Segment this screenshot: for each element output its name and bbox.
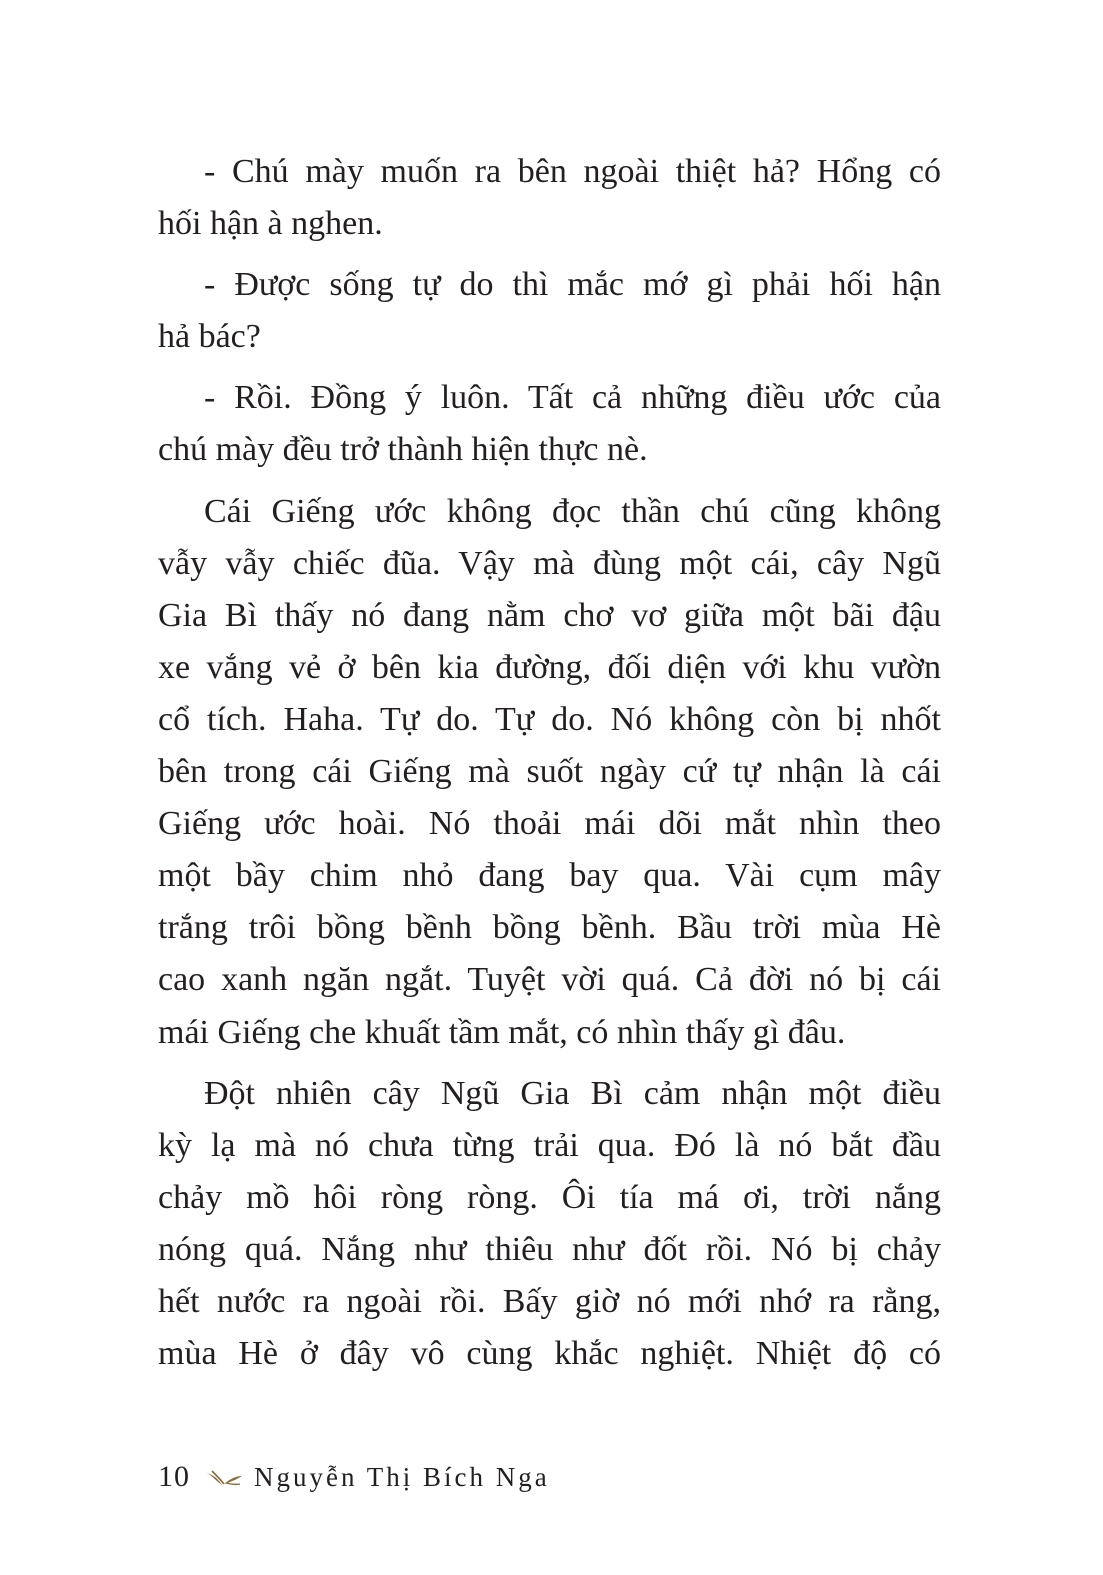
text-line: Đột nhiên cây Ngũ Gia Bì cảm nhận một điều: [204, 1074, 941, 1112]
page-footer: [158, 1455, 550, 1499]
paragraph-gap: [158, 363, 941, 372]
text-line: hả bác?: [158, 318, 261, 356]
text-line: vẫy vẫy chiếc đũa. Vậy mà đùng một cái, cây Ngũ: [158, 544, 941, 582]
text-line: - Được sống tự do thì mắc mớ gì phải hối hận: [204, 266, 941, 304]
leaf-ornament-icon: [204, 1465, 244, 1489]
text-line: mái Giếng che khuất tầm mắt, có nhìn thấy gì đâu.: [158, 1013, 846, 1051]
text-line: nóng quá. Nắng như thiêu như đốt rồi. Nó bị chảy: [158, 1230, 941, 1268]
page-body: [158, 146, 941, 1380]
text-line: một bầy chim nhỏ đang bay qua. Vài cụm mây: [158, 857, 941, 895]
text-line: bên trong cái Giếng mà suốt ngày cứ tự nhận là cái: [158, 753, 941, 791]
text-line: Gia Bì thấy nó đang nằm chơ vơ giữa một bãi đậu: [158, 596, 941, 634]
text-line: trắng trôi bồng bềnh bồng bềnh. Bầu trời mùa Hè: [158, 909, 941, 947]
text-line: Cái Giếng ước không đọc thần chú cũng không: [204, 492, 941, 530]
text-line: xe vắng vẻ ở bên kia đường, đối diện với khu vườn: [158, 648, 941, 686]
paragraph-gap: [158, 1059, 941, 1068]
text-line: kỳ lạ mà nó chưa từng trải qua. Đó là nó bắt đầu: [158, 1126, 941, 1164]
paragraph-gap: [158, 477, 941, 486]
text-line: mùa Hè ở đây vô cùng khắc nghiệt. Nhiệt độ có: [158, 1335, 941, 1373]
text-line: cao xanh ngăn ngắt. Tuyệt vời quá. Cả đời nó bị cái: [158, 961, 941, 999]
text-line: Giếng ước hoài. Nó thoải mái dõi mắt nhìn theo: [158, 805, 941, 843]
author-name: Nguyễn Thị Bích Nga: [254, 1461, 550, 1492]
text-line: chảy mồ hôi ròng ròng. Ôi tía má ơi, trời nắng: [158, 1178, 941, 1216]
text-line: - Rồi. Đồng ý luôn. Tất cả những điều ước của: [204, 379, 941, 417]
text-line: hết nước ra ngoài rồi. Bấy giờ nó mới nhớ ra rằng,: [158, 1282, 941, 1320]
page-number: 10: [158, 1460, 190, 1493]
text-line: cổ tích. Haha. Tự do. Tự do. Nó không còn bị nhốt: [158, 700, 941, 738]
paragraph-gap: [158, 250, 941, 259]
text-line: hối hận à nghen.: [158, 205, 383, 243]
text-line: chú mày đều trở thành hiện thực nè.: [158, 431, 648, 469]
text-line: - Chú mày muốn ra bên ngoài thiệt hả? Hổng có: [204, 153, 941, 190]
